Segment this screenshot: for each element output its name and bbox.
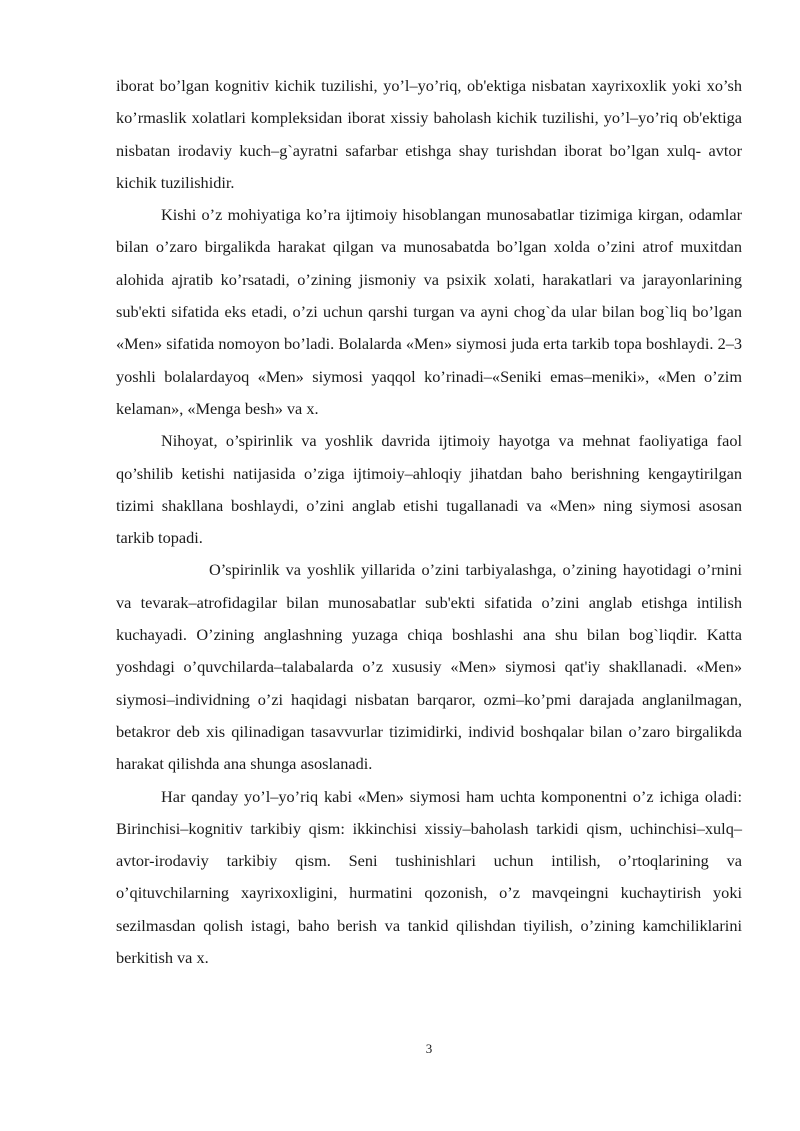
paragraph-1: iborat bo’lgan kognitiv kichik tuzilishi, yo’l–yo’riq, ob'ektiga nisbatan xayrixoxlik yoki xo’sh ko’rmaslik xolatlari kompleksidan iborat xissiy baholash kichik tuzilishi, yo’l–yo’riq ob'ektiga nisbatan irodaviy kuch–g`ayratni safarbar etishga shay turishdan iborat bo’lgan xulq- avtor kichik tuzilishidir. <box>116 76 742 192</box>
paragraph-5: Har qanday yo’l–yo’riq kabi «Men» siymosi ham uchta komponentni o’z ichiga oladi: Birinchisi–kognitiv tarkibiy qism: ikkinchisi xissiy–baholash tarkidi qism, uchinchisi–xulq–avtor-irodaviy tarkibiy qism. Seni tushinishlari uchun intilish, o’rtoqlarining va o’qituvchilarning xayrixoxligini, hurmatini qozonish, o’z mavqeingni kuchaytirish yoki sezilmasdan qolish istagi, baho berish va tankid qilishdan tiyilish, o’zining kamchiliklarini berkitish va x. <box>116 786 742 968</box>
paragraph-2: Kishi o’z mohiyatiga ko’ra ijtimoiy hisoblangan munosabatlar tizimiga kirgan, odamlar bilan o’zaro birgalikda harakat qilgan va munosabatda bo’lgan xolda o’zini atrof muxitdan alohida ajratib ko’rsatadi, o’zining jismoniy va psixik xolati, harakatlari va jarayonlarining sub'ekti sifatida eks etadi, o’zi uchun qarshi turgan va ayni chog`da ular bilan bog`liq bo’lgan «Men» sifatida nomoyon bo’ladi. Bolalarda «Men» siymosi juda erta tarkib topa boshlaydi. 2–3 yoshli bolalardayoq «Men» siymosi yaqqol ko’rinadi–«Seniki emas–meniki», «Men o’zim kelaman», «Menga besh» va x. <box>116 205 742 418</box>
page-number: 3 <box>425 1041 433 1056</box>
paragraph-4: O’spirinlik va yoshlik yillarida o’zini tarbiyalashga, o’zining hayotidagi o’rnini va tevarak–atrofidagilar bilan munosabatlar sub'ekti sifatida o’zini anglab etishga intilish kuchayadi. O’zining anglashning yuzaga chiqa boshlashi ana shu bilan bog`liqdir. Katta yoshdagi o’quvchilarda–talabalarda o’z xususiy «Men» siymosi qat'iy shakllanadi. «Men» siymosi–individning o’zi haqidagi nisbatan barqaror, ozmi–ko’pmi darajada anglanilmagan, betakror deb xis qilinadigan tasavvurlar tizimidirki, individ boshqalar bilan o’zaro birgalikda harakat qilishda ana shunga asoslanadi. <box>116 560 742 774</box>
body-text <box>116 70 742 974</box>
paragraph-3: Nihoyat, o’spirinlik va yoshlik davrida ijtimoiy hayotga va mehnat faoliyatiga faol qo’shilib ketishi natijasida o’ziga ijtimoiy–ahloqiy jihatdan baho berishning kengaytirilgan tizimi shakllana boshlaydi, o’zini anglab etishi tugallanadi va «Men» ning siymosi asosan tarkib topadi. <box>116 431 742 548</box>
